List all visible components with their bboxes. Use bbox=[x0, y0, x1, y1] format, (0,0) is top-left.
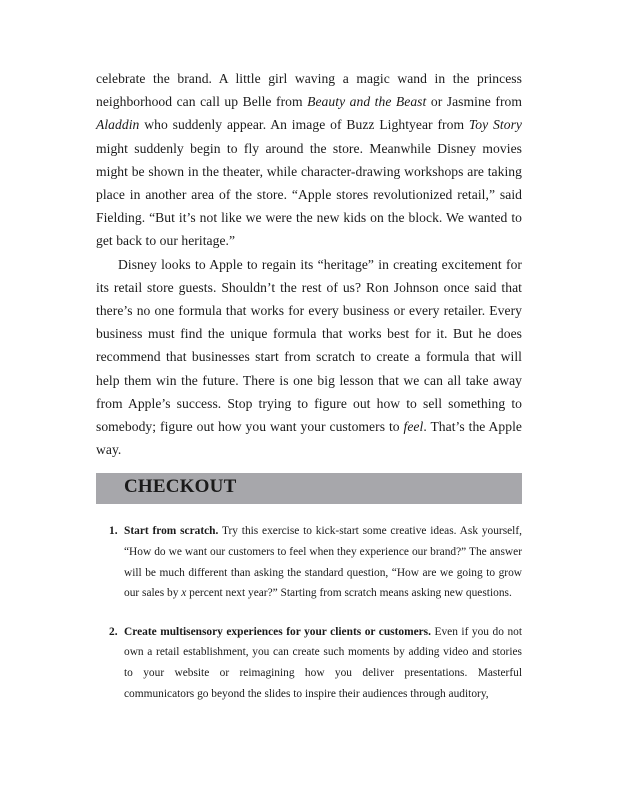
text-run: or Jasmine from bbox=[426, 94, 523, 110]
checkout-heading: CHECKOUT bbox=[124, 476, 237, 498]
title-toy-story: Toy Story bbox=[468, 117, 522, 133]
checkout-item-multisensory bbox=[96, 622, 522, 704]
paragraph-disney-looks-to-apple bbox=[96, 253, 522, 462]
item-lead: Start from scratch. bbox=[124, 525, 219, 538]
text-run: who suddenly appear. An image of Buzz Lightyear from bbox=[139, 117, 469, 133]
text-run: Even if you do not own a retail establishment, you can create such moments by adding video and stories to your website or reimagining how you deliver presentations. Masterful communicators go beyond the slides to inspire their audiences through auditory, bbox=[124, 625, 522, 700]
checkout-heading-bar bbox=[96, 473, 522, 504]
text-run: percent next year?” Starting from scratch means asking new questions. bbox=[186, 587, 512, 600]
item-lead: Create multisensory experiences for your clients or customers. bbox=[124, 625, 431, 638]
text-run: might suddenly begin to fly around the store. Meanwhile Disney movies might be shown in the theater, while character-drawing workshops are taking place in another area of the store. “Apple stores revolutionized retail,” said Fielding. “But it’s not like we were the new kids on the block. We wanted to get back to our heritage.” bbox=[96, 140, 522, 249]
item-number: 1. bbox=[109, 525, 118, 538]
title-aladdin: Aladdin bbox=[96, 117, 140, 133]
body-text bbox=[96, 67, 522, 461]
text-run: celebrate the brand. A little girl waving a magic wand in the princess neighborhood can call up Belle from bbox=[96, 71, 522, 110]
checkout-list bbox=[96, 521, 522, 704]
text-run: Disney looks to Apple to regain its “heritage” in creating excitement for its retail store guests. Shouldn’t the rest of us? Ron Johnson once said that there’s no one formula that works for every business or every retailer. Every business must find the unique formula that works best for it. But he does recommend that businesses start from scratch to create a formula that will help them win the future. There is one big lesson that we can all take away from Apple’s success. Stop trying to figure out how to sell something to somebody; figure out how you want your customers to bbox=[96, 256, 522, 435]
checkout-item-start-from-scratch bbox=[96, 521, 522, 603]
emphasis-x: x bbox=[181, 587, 187, 600]
text-run: Try this exercise to kick-start some creative ideas. Ask yourself, “How do we want our customers to feel when they experience our brand?” The answer will be much different than asking the standard question, “How are we going to grow our sales by bbox=[124, 525, 522, 600]
title-beauty-and-the-beast: Beauty and the Beast bbox=[307, 94, 427, 110]
emphasis-feel: feel bbox=[403, 419, 424, 435]
text-run: . That’s the Apple way. bbox=[96, 419, 522, 458]
book-page bbox=[96, 67, 522, 722]
item-number: 2. bbox=[109, 625, 118, 638]
paragraph-heritage bbox=[96, 67, 522, 253]
